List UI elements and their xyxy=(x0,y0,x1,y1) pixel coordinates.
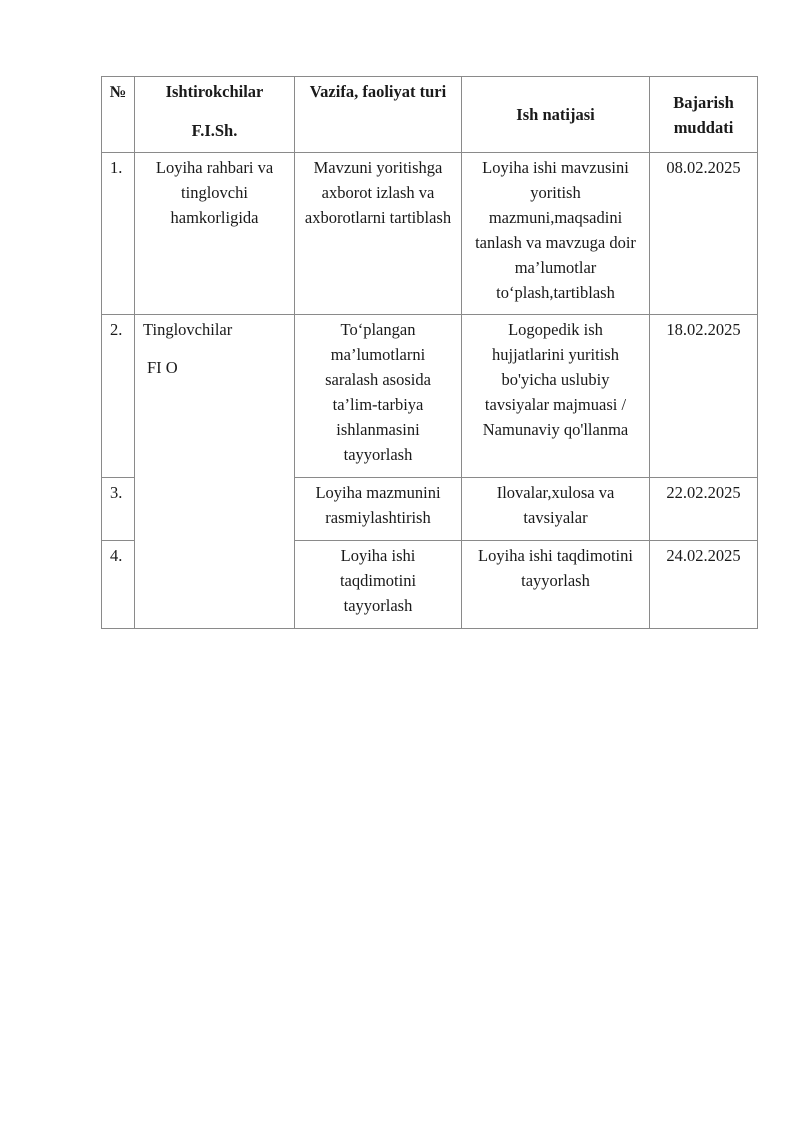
row-task: Loyiha mazmunini rasmiylashtirish xyxy=(295,478,462,541)
row-task: Loyiha ishi taqdimotini tayyorlash xyxy=(295,541,462,629)
header-task xyxy=(295,77,462,153)
table-row xyxy=(102,153,758,315)
participants-fio: FI O xyxy=(147,358,178,377)
row-deadline: 08.02.2025 xyxy=(650,153,758,315)
header-participants-label: Ishtirokchilar xyxy=(165,82,264,101)
row-number: 3. xyxy=(102,478,135,541)
row-result: Loyiha ishi taqdimotini tayyorlash xyxy=(462,541,650,629)
row-result: Logopedik ish hujjatlarini yuritish bo'yicha uslubiy tavsiyalar majmuasi / Namunaviy qo'llanma xyxy=(462,315,650,478)
table-header-row xyxy=(102,77,758,153)
header-number: № xyxy=(102,77,135,153)
row-participants xyxy=(135,315,295,629)
row-task: To‘plangan ma’lumotlarni saralash asosida ta’lim-tarbiya ishlanmasini tayyorlash xyxy=(295,315,462,478)
row-number: 1. xyxy=(102,153,135,315)
row-task: Mavzuni yoritishga axborot izlash va axborotlarni tartiblash xyxy=(295,153,462,315)
header-result: Ish natijasi xyxy=(462,77,650,153)
row-number: 2. xyxy=(102,315,135,478)
header-participants-fio: F.I.Sh. xyxy=(191,121,238,140)
table-row xyxy=(102,315,758,478)
header-task-label: Vazifa, faoliyat turi xyxy=(309,82,447,101)
participants-label: Tinglovchilar xyxy=(143,320,233,339)
row-deadline: 24.02.2025 xyxy=(650,541,758,629)
header-participants xyxy=(135,77,295,153)
row-result: Loyiha ishi mavzusini yoritish mazmuni,maqsadini tanlash va mavzuga doir ma’lumotlar to‘plash,tartiblash xyxy=(462,153,650,315)
row-number: 4. xyxy=(102,541,135,629)
row-participants: Loyiha rahbari va tinglovchi hamkorligida xyxy=(135,153,295,315)
row-result: Ilovalar,xulosa va tavsiyalar xyxy=(462,478,650,541)
row-deadline: 22.02.2025 xyxy=(650,478,758,541)
header-deadline xyxy=(650,77,758,153)
project-plan-table xyxy=(101,76,758,629)
row-deadline: 18.02.2025 xyxy=(650,315,758,478)
header-deadline-label: Bajarish muddati xyxy=(673,92,734,137)
